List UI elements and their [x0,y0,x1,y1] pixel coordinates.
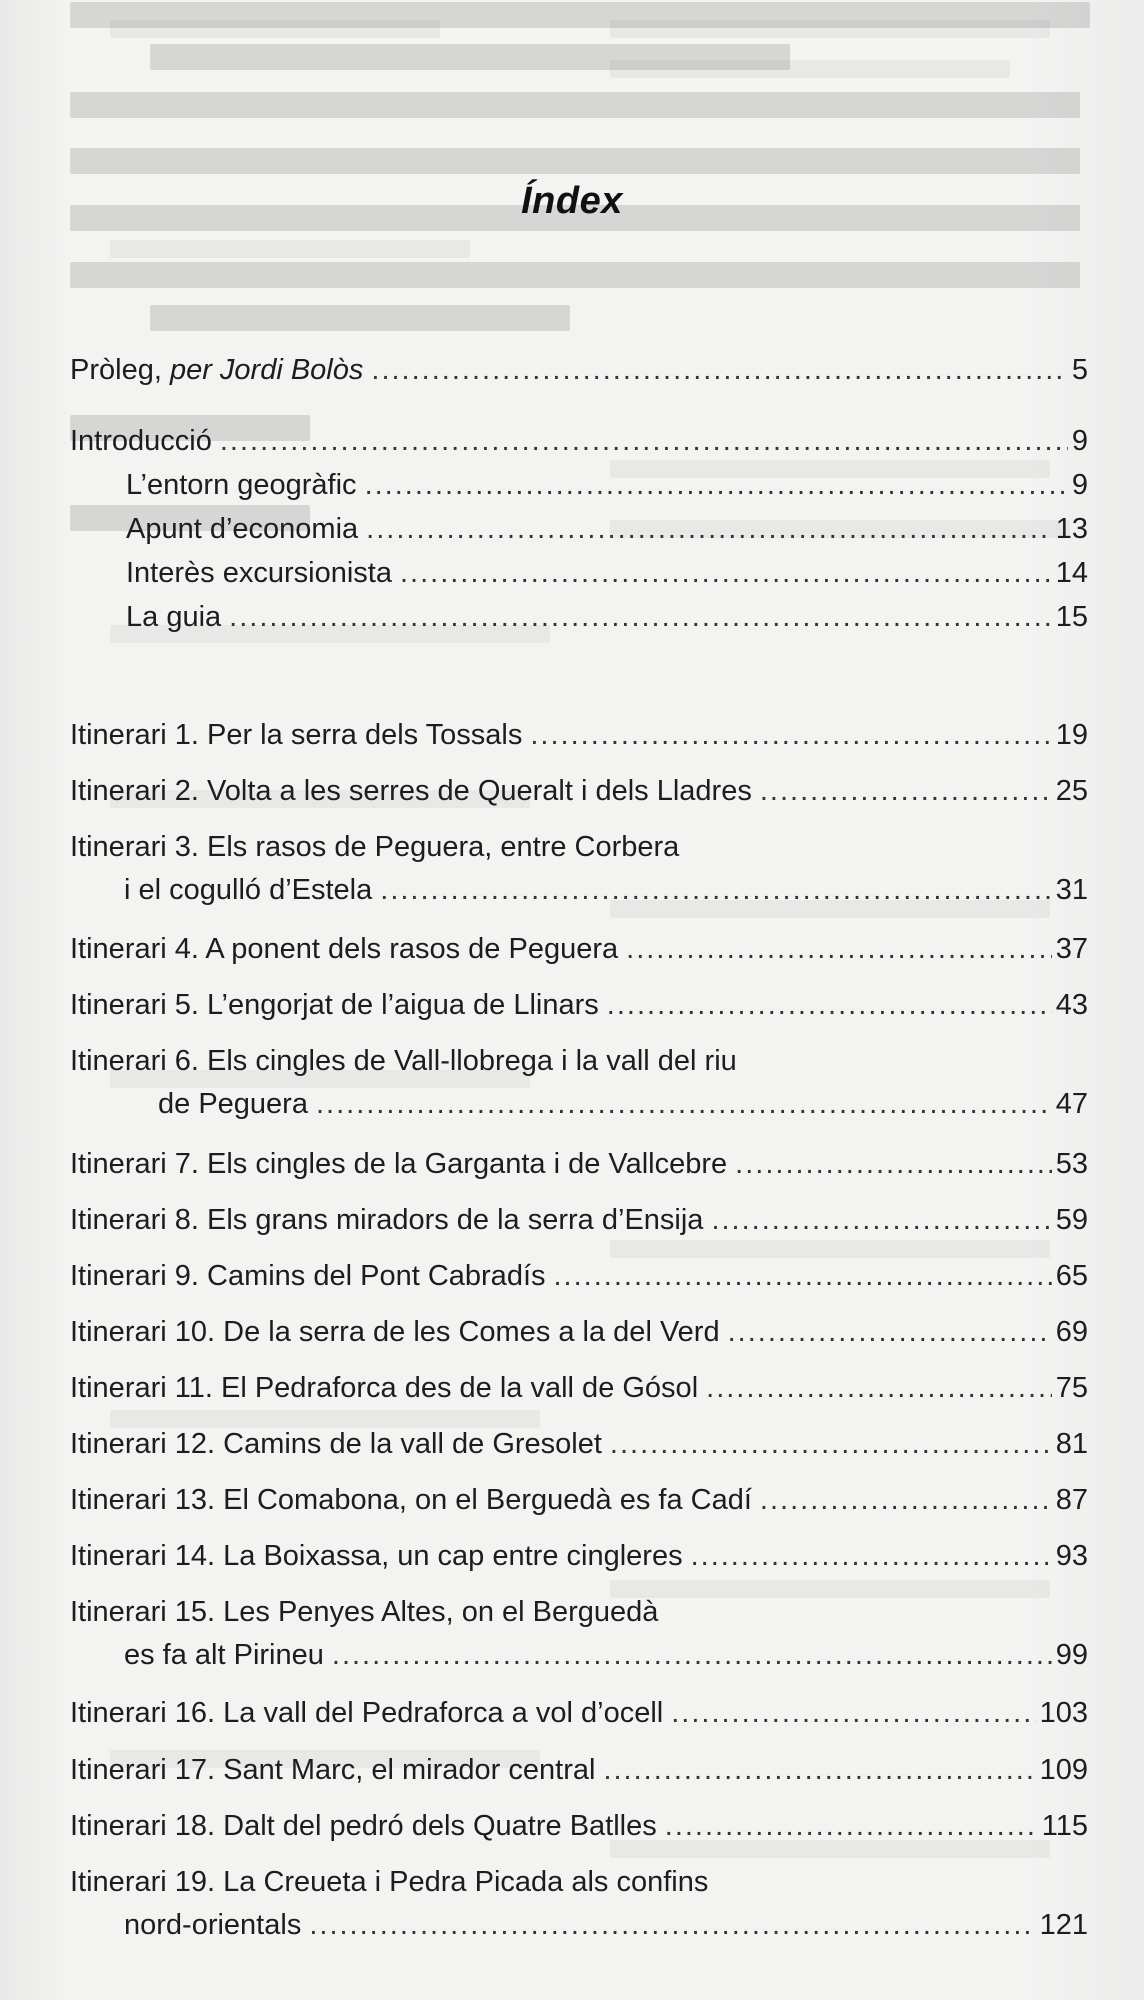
dot-leader [554,1255,1052,1298]
dot-leader [366,508,1052,551]
entry-title-continued: de Peguera [158,1088,308,1120]
toc-entry-itinerari-12[interactable] [70,1423,1088,1466]
toc-entry-itinerari-8[interactable] [70,1199,1088,1242]
page-number: 5 [1071,354,1088,386]
page-number: 93 [1055,1540,1088,1572]
page-number: 115 [1041,1810,1088,1842]
entry-title: Itinerari 18. Dalt del pedró dels Quatre Batlles [70,1810,657,1842]
page-number: 75 [1055,1372,1088,1404]
dot-leader [309,1904,1035,1947]
page-number: 121 [1039,1909,1088,1941]
entry-title: Itinerari 3. Els rasos de Peguera, entre Corbera [70,831,680,863]
dot-leader [760,770,1052,813]
entry-title: Pròleg, [70,354,170,386]
entry-title: Itinerari 1. Per la serra dels Tossals [70,719,523,751]
dot-leader [711,1199,1051,1242]
entry-title: Itinerari 15. Les Penyes Altes, on el Berguedà [70,1596,659,1628]
toc-entry-apunt-economia[interactable] [70,508,1088,551]
entry-title: Itinerari 4. A ponent dels rasos de Peguera [70,933,619,965]
dot-leader [728,1311,1052,1354]
toc-entry-itinerari-7[interactable] [70,1143,1088,1186]
page-number: 87 [1055,1484,1088,1516]
dot-leader [371,349,1067,392]
toc-entry-itinerari-17[interactable] [70,1749,1088,1792]
page-number: 81 [1055,1428,1088,1460]
dot-leader [760,1479,1052,1522]
entry-title: Itinerari 5. L’engorjat de l’aigua de Llinars [70,989,599,1021]
dot-leader [706,1367,1052,1410]
entry-title: Itinerari 19. La Creueta i Pedra Picada als confins [70,1866,709,1898]
toc-entry-itinerari-19[interactable] [70,1861,1088,1947]
page-number: 99 [1055,1639,1088,1671]
entry-author: per Jordi Bolòs [169,354,364,386]
page-number: 65 [1055,1260,1088,1292]
toc-entry-itinerari-15[interactable] [70,1591,1088,1677]
toc-entry-itinerari-16[interactable] [70,1692,1088,1735]
dot-leader [316,1083,1052,1126]
page-number: 103 [1039,1697,1088,1729]
toc-entry-itinerari-2[interactable] [70,770,1088,813]
toc-entry-itinerari-18[interactable] [70,1805,1088,1848]
entry-title: Itinerari 14. La Boixassa, un cap entre cingleres [70,1540,683,1572]
dot-leader [332,1634,1052,1677]
dot-leader [607,984,1052,1027]
page-number: 19 [1055,719,1088,751]
dot-leader [220,420,1068,463]
dot-leader [400,552,1052,595]
entry-title: Apunt d’economia [126,513,359,545]
toc-entry-itinerari-11[interactable] [70,1367,1088,1410]
toc-entry-introduccio[interactable] [70,420,1088,463]
toc-entry-itinerari-14[interactable] [70,1535,1088,1578]
entry-title-continued: nord-orientals [124,1909,302,1941]
dot-leader [691,1535,1052,1578]
toc-entry-itinerari-9[interactable] [70,1255,1088,1298]
dot-leader [380,869,1051,912]
entry-title: Itinerari 8. Els grans miradors de la serra d’Ensija [70,1204,704,1236]
entry-title: Itinerari 16. La vall del Pedraforca a vol d’ocell [70,1697,664,1729]
toc-entry-itinerari-5[interactable] [70,984,1088,1027]
dot-leader [610,1423,1052,1466]
entry-title: L’entorn geogràfic [126,469,357,501]
entry-title: Itinerari 17. Sant Marc, el mirador central [70,1754,596,1786]
toc-entry-itinerari-6[interactable] [70,1040,1088,1126]
entry-title-continued: es fa alt Pirineu [124,1639,324,1671]
dot-leader [365,464,1068,507]
entry-title-continued: i el cogulló d’Estela [124,874,373,906]
toc-entry-itinerari-10[interactable] [70,1311,1088,1354]
page-number: 25 [1055,775,1088,807]
page-number: 9 [1071,469,1088,501]
entry-title: Itinerari 13. El Comabona, on el Berguedà es fa Cadí [70,1484,752,1516]
toc-entry-la-guia[interactable] [70,596,1088,639]
entry-title: Itinerari 11. El Pedraforca des de la vall de Gósol [70,1372,699,1404]
page-number: 47 [1055,1088,1088,1120]
entry-title: Itinerari 2. Volta a les serres de Queralt i dels Lladres [70,775,752,807]
dot-leader [603,1749,1035,1792]
dot-leader [735,1143,1052,1186]
page-title: Índex [521,180,623,222]
page-number: 53 [1055,1148,1088,1180]
page-number: 109 [1039,1754,1088,1786]
entry-title: Itinerari 6. Els cingles de Vall-llobrega i la vall del riu [70,1045,737,1077]
entry-title: Interès excursionista [126,557,392,589]
page-number: 14 [1055,557,1088,589]
entry-title: Itinerari 7. Els cingles de la Garganta i de Vallcebre [70,1148,728,1180]
entry-title: Itinerari 10. De la serra de les Comes a la del Verd [70,1316,720,1348]
dot-leader [665,1805,1038,1848]
toc-entry-itinerari-4[interactable] [70,928,1088,971]
entry-title: Introducció [70,425,212,457]
dot-leader [671,1692,1035,1735]
page-number: 59 [1055,1204,1088,1236]
toc-entry-interes-excursionista[interactable] [70,552,1088,595]
page-number: 15 [1055,601,1088,633]
toc-entry-itinerari-3[interactable] [70,826,1088,912]
page-number: 37 [1055,933,1088,965]
dot-leader [530,714,1051,757]
dot-leader [626,928,1052,971]
toc-entry-proleg[interactable] [70,349,1088,392]
page-number: 69 [1055,1316,1088,1348]
page-number: 31 [1055,874,1088,906]
toc-entry-entorn-geografic[interactable] [70,464,1088,507]
page-number: 9 [1071,425,1088,457]
toc-entry-itinerari-13[interactable] [70,1479,1088,1522]
page-number: 13 [1055,513,1088,545]
entry-title: Itinerari 12. Camins de la vall de Gresolet [70,1428,602,1460]
entry-title: Itinerari 9. Camins del Pont Cabradís [70,1260,546,1292]
page-number: 43 [1055,989,1088,1021]
entry-title: La guia [126,601,222,633]
dot-leader [229,596,1052,639]
toc-entry-itinerari-1[interactable] [70,714,1088,757]
